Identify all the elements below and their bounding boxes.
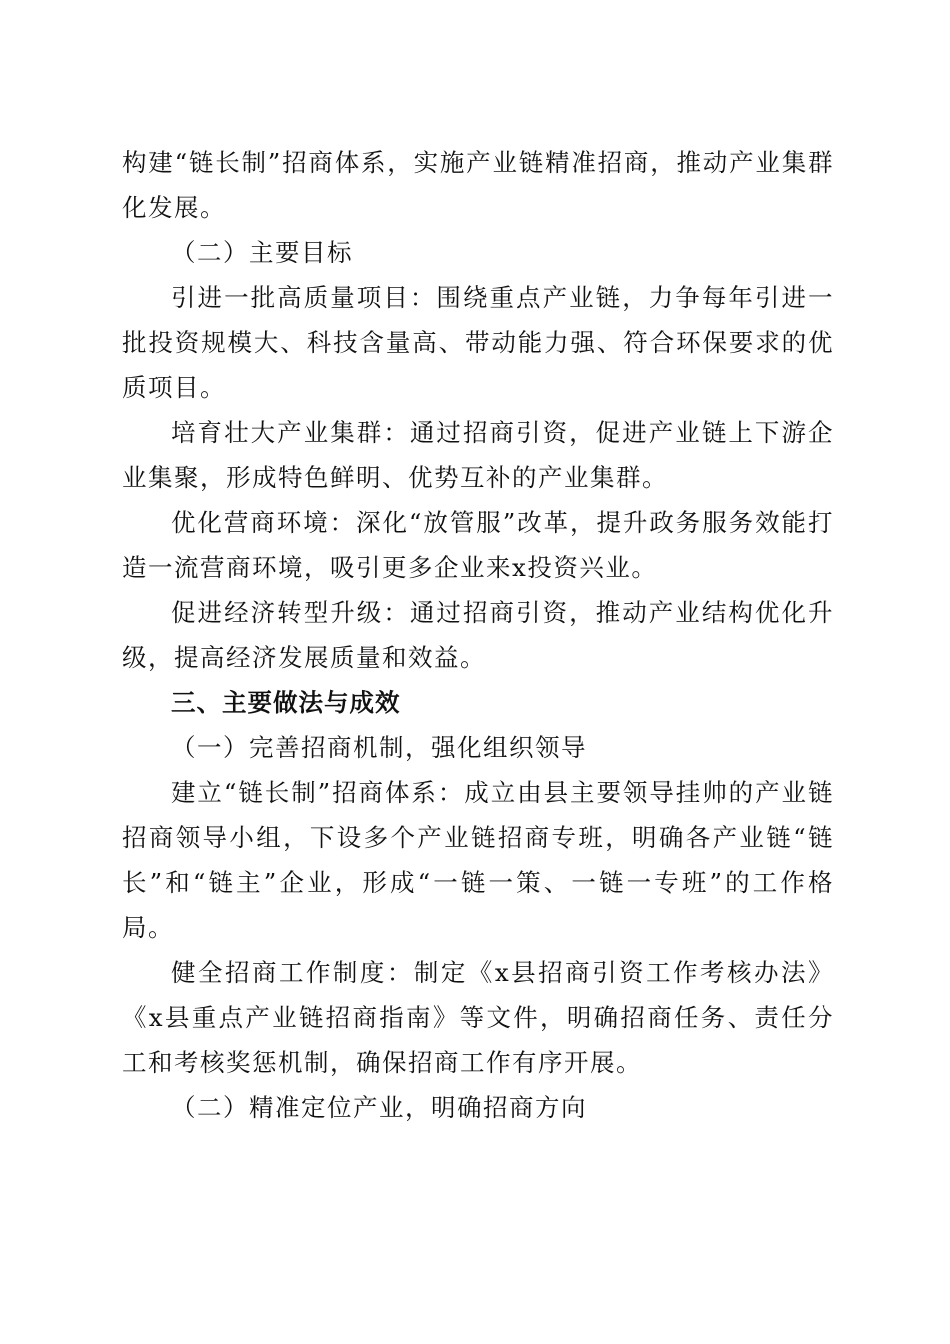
paragraph-continuation: 构建“链长制”招商体系，实施产业链精准招商，推动产业集群化发展。 — [122, 148, 834, 222]
paragraph-goal-transformation: 促进经济转型升级：通过招商引资，推动产业结构优化升级，提高经济发展质量和效益。 — [122, 598, 834, 672]
paragraph-goal-clusters: 培育壮大产业集群：通过招商引资，促进产业链上下游企业集聚，形成特色鲜明、优势互补的产业集群。 — [122, 418, 834, 492]
paragraph-goal-business-environment: 优化营商环境：深化“放管服”改革，提升政务服务效能打造一流营商环境，吸引更多企业来x投资兴业。 — [122, 508, 834, 582]
subheading-mechanism: （一）完善招商机制，强化组织领导 — [171, 733, 587, 762]
subheading-positioning: （二）精准定位产业，明确招商方向 — [171, 1093, 587, 1122]
document-body — [122, 140, 834, 1130]
paragraph-work-rules: 健全招商工作制度：制定《x县招商引资工作考核办法》《x县重点产业链招商指南》等文件，明确招商任务、责任分工和考核奖惩机制，确保招商工作有序开展。 — [122, 958, 834, 1077]
paragraph-goal-projects: 引进一批高质量项目：围绕重点产业链，力争每年引进一批投资规模大、科技含量高、带动能力强、符合环保要求的优质项目。 — [122, 283, 834, 402]
section-heading-practices: 三、主要做法与成效 — [171, 688, 401, 717]
paragraph-chain-system: 建立“链长制”招商体系：成立由县主要领导挂帅的产业链招商领导小组，下设多个产业链招商专班，明确各产业链“链长”和“链主”企业，形成“一链一策、一链一专班”的工作格局。 — [122, 778, 834, 942]
subheading-main-goals: （二）主要目标 — [171, 238, 353, 267]
